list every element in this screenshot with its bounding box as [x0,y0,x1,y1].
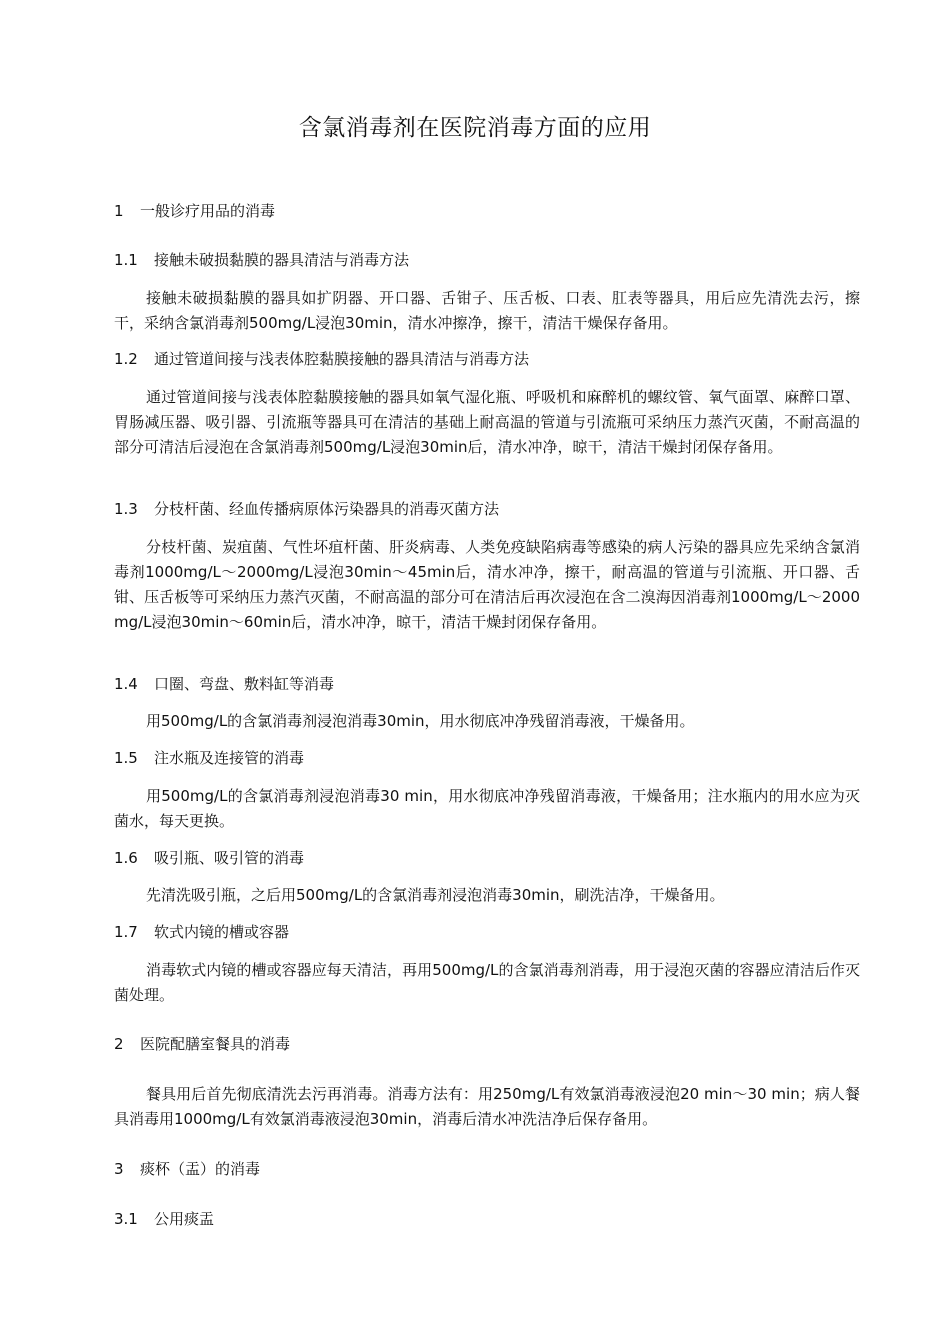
section-heading [114,1032,860,1056]
paragraph: 餐具用后首先彻底清洗去污再消毒。消毒方法有：用250mg/L有效氯消毒液浸泡20 min～30 min；病人餐具消毒用1000mg/L有效氯消毒液浸泡30min，消毒后清水冲洗洁净后保存备用。 [114,1085,860,1128]
subsection-heading-text: 口圈、弯盘、敷料缸等消毒 [154,675,335,693]
paragraph: 接触未破损黏膜的器具如扩阴器、开口器、舌钳子、压舌板、口表、肛表等器具，用后应先清洗去污，擦干，采纳含氯消毒剂500mg/L浸泡30min，清水冲擦净，擦干，清洁干燥保存备用。 [114,289,860,332]
subsection-number: 1.6 [114,849,138,867]
subsection-heading [114,497,860,521]
subsection-heading [114,1207,860,1231]
paragraph: 通过管道间接与浅表体腔黏膜接触的器具如氧气湿化瓶、呼吸机和麻醉机的螺纹管、氧气面罩、麻醉口罩、胃肠减压器、吸引器、引流瓶等器具可在清洁的基础上耐高温的管道与引流瓶可采纳压力蒸汽灭菌，不耐高温的部分可清洁后浸泡在含氯消毒剂500mg/L浸泡30min后，清水冲净，晾干，清洁干燥封闭保存备用。 [114,388,860,456]
section-heading-text: 一般诊疗用品的消毒 [140,202,276,220]
subsection-heading-text: 分枝杆菌、经血传播病原体污染器具的消毒灭菌方法 [154,500,500,518]
section-heading-text: 医院配膳室餐具的消毒 [140,1035,291,1053]
subsection-heading-text: 吸引瓶、吸引管的消毒 [154,849,305,867]
subsection-number: 1.5 [114,749,138,767]
document-title: 含氯消毒剂在医院消毒方面的应用 [298,115,652,141]
subsection-number: 1.2 [114,350,138,368]
subsection-number: 1.4 [114,675,138,693]
subsection-number: 1.7 [114,923,138,941]
paragraph: 用500mg/L的含氯消毒剂浸泡消毒30min，用水彻底冲净残留消毒液，干燥备用。 [146,712,695,730]
section-number: 1 [114,202,124,220]
paragraph: 用500mg/L的含氯消毒剂浸泡消毒30 min，用水彻底冲净残留消毒液，干燥备用；注水瓶内的用水应为灭菌水，每天更换。 [114,787,860,830]
paragraph: 分枝杆菌、炭疽菌、气性坏疽杆菌、肝炎病毒、人类免疫缺陷病毒等感染的病人污染的器具应先采纳含氯消毒剂1000mg/L～2000mg/L浸泡30min～45min后，清水冲净，擦干，耐高温的管道与引流瓶、开口器、舌钳、压舌板等可采纳压力蒸汽灭菌，不耐高温的部分可在清洁后再次浸泡在含二溴海因消毒剂1000mg/L～2000mg/L浸泡30min～60min后，清水冲净，晾干，清洁干燥封闭保存备用。 [114,538,860,631]
subsection-number: 1.3 [114,500,138,518]
subsection-heading [114,347,860,371]
subsection-heading-text: 注水瓶及连接管的消毒 [154,749,305,767]
subsection-heading [114,248,860,272]
subsection-heading-text: 接触未破损黏膜的器具清洁与消毒方法 [154,251,410,269]
subsection-heading-text: 公用痰盂 [154,1210,215,1228]
section-heading [114,1157,860,1181]
subsection-heading [114,746,860,770]
subsection-heading [114,672,860,696]
section-number: 3 [114,1160,124,1178]
subsection-heading [114,846,860,870]
section-number: 2 [114,1035,124,1053]
section-heading [114,199,860,223]
subsection-number: 1.1 [114,251,138,269]
subsection-heading [114,920,860,944]
subsection-heading-text: 软式内镜的槽或容器 [154,923,290,941]
paragraph: 消毒软式内镜的槽或容器应每天清洁，再用500mg/L的含氯消毒剂消毒，用于浸泡灭菌的容器应清洁后作灭菌处理。 [114,961,860,1004]
paragraph: 先清洗吸引瓶，之后用500mg/L的含氯消毒剂浸泡消毒30min，刷洗洁净，干燥备用。 [146,886,725,904]
subsection-heading-text: 通过管道间接与浅表体腔黏膜接触的器具清洁与消毒方法 [154,350,530,368]
section-heading-text: 痰杯（盂）的消毒 [140,1160,261,1178]
subsection-number: 3.1 [114,1210,138,1228]
